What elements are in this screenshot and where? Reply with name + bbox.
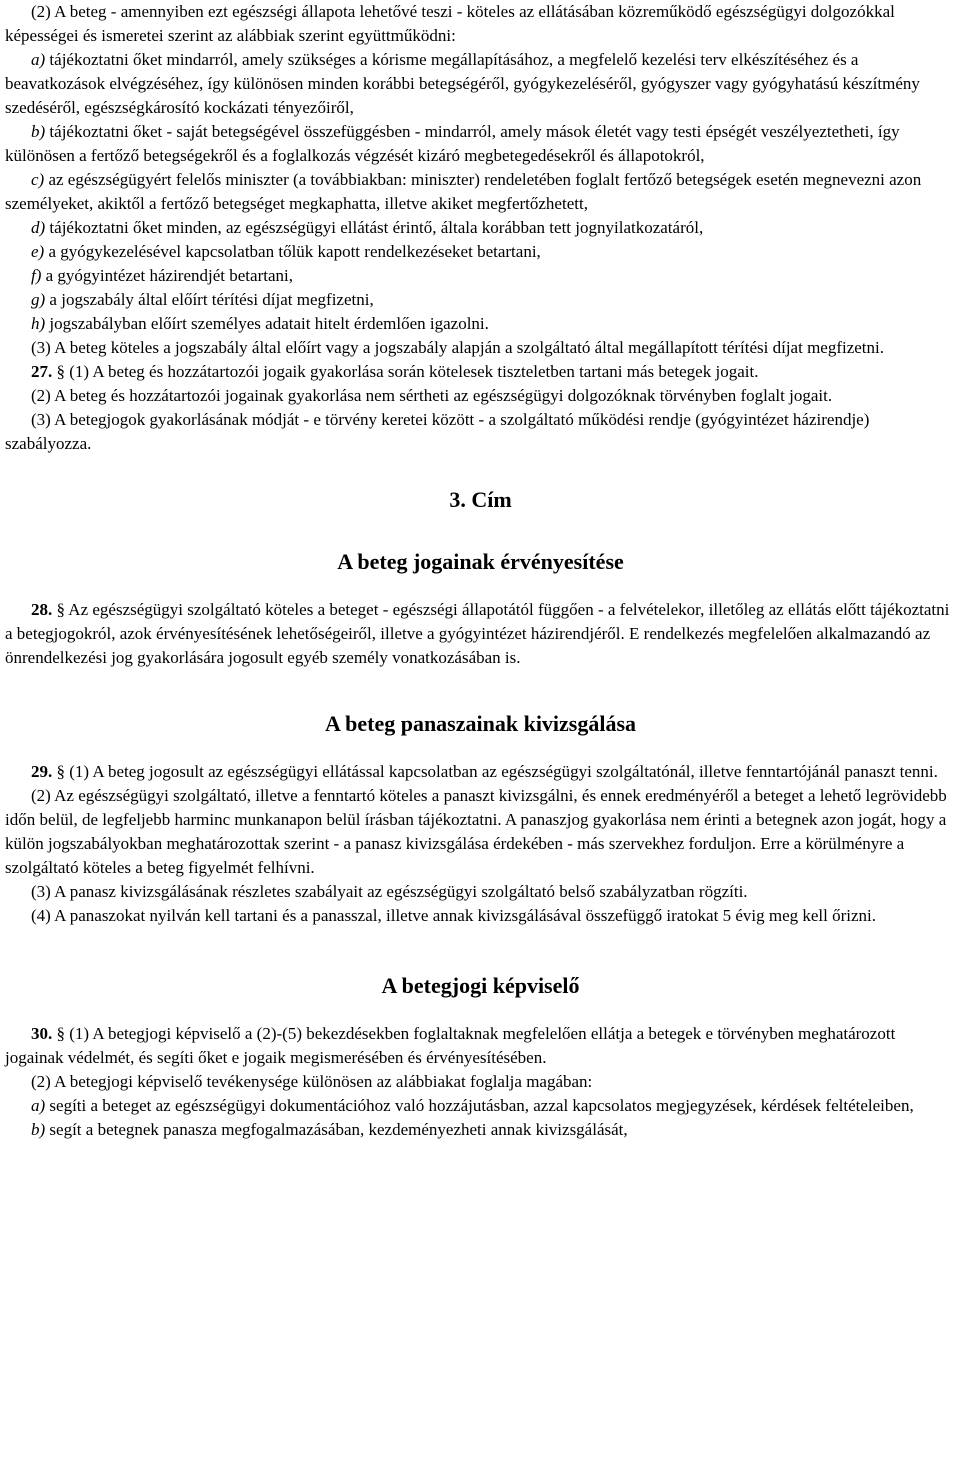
paragraph (5, 880, 956, 904)
paragraph-text: (2) A betegjogi képviselő tevékenysége különösen az alábbiakat foglalja magában: (31, 1072, 593, 1091)
paragraph-text: (3) A beteg köteles a jogszabály által előírt vagy a jogszabály alapján a szolgáltató által megállapított térítési díjat megfizetni. (31, 338, 885, 357)
paragraph (5, 264, 956, 288)
list-marker: e) (31, 242, 45, 261)
paragraph (5, 0, 956, 48)
paragraph-text: (2) Az egészségügyi szolgáltató, illetve a fenntartó köteles a panaszt kivizsgálni, és ennek eredményéről a beteget a lehető legrövidebb időn belül, de legfeljebb harminc munkanapon belül írásban tájékoztatni. A panaszjog gyakorlása nem érinti a betegnek azon jogát, hogy a külön jogszabályokban meghatározottak szerint - a panasz kivizsgálása érdekében - más szervekhez forduljon. Erre a körülményre a szolgáltató köteles a beteg figyelmét felhívni. (5, 786, 947, 877)
list-marker: a) (31, 50, 46, 69)
paragraph (5, 1070, 956, 1094)
paragraph (5, 598, 956, 670)
paragraph-text: tájékoztatni őket - saját betegségével összefüggésben - mindarról, amely mások életét vagy testi épségét veszélyeztetheti, így különösen a fertőző betegségekről és a foglalkozás végzését kizáró megbetegedésekről és állapotokról, (5, 122, 900, 165)
paragraph (5, 168, 956, 216)
paragraph (5, 1094, 956, 1118)
list-marker: c) (31, 170, 45, 189)
paragraph (5, 1022, 956, 1070)
section-heading: A beteg jogainak érvényesítése (337, 549, 624, 574)
section-heading: A beteg panaszainak kivizsgálása (324, 711, 637, 736)
paragraph (5, 120, 956, 168)
paragraph (5, 312, 956, 336)
paragraph-text: (4) A panaszokat nyilván kell tartani és a panasszal, illetve annak kivizsgálásával összefüggő iratokat 5 évig meg kell őrizni. (31, 906, 877, 925)
section-number: 27. (31, 362, 53, 381)
section-number: 28. (31, 600, 53, 619)
paragraph (5, 336, 956, 360)
section-number: 30. (31, 1024, 53, 1043)
paragraph (5, 216, 956, 240)
list-marker: h) (31, 314, 46, 333)
paragraph-text: tájékoztatni őket mindarról, amely szükséges a kórisme megállapításához, a megfelelő kezelési terv elkészítéséhez és a beavatkozások elvégzéséhez, így különösen minden korábbi betegségéről, gyógykezeléséről, gyógyszer vagy gyógyhatású készítmény szedéséről, egészségkárosító kockázati tényezőiről, (5, 50, 920, 117)
paragraph-text: (2) A beteg és hozzátartozói jogainak gyakorlása nem sértheti az egészségügyi dolgozóknak törvényben foglalt jogait. (31, 386, 833, 405)
paragraph (5, 240, 956, 264)
paragraph-text: (3) A betegjogok gyakorlásának módját - e törvény keretei között - a szolgáltató működési rendje (gyógyintézet házirendje) szabályozza. (5, 410, 870, 453)
paragraph-text: a gyógyintézet házirendjét betartani, (41, 266, 293, 285)
section-number: 29. (31, 762, 53, 781)
list-marker: b) (31, 1120, 46, 1139)
paragraph-text: a jogszabály által előírt térítési díjat megfizetni, (45, 290, 374, 309)
paragraph (5, 1118, 956, 1142)
paragraph-text: jogszabályban előírt személyes adatait hitelt érdemlően igazolni. (45, 314, 489, 333)
paragraph-text: § (1) A beteg jogosult az egészségügyi ellátással kapcsolatban az egészségügyi szolgáltatónál, illetve fenntartójánál panaszt tenni. (52, 762, 938, 781)
paragraph (5, 384, 956, 408)
paragraph-text: a gyógykezelésével kapcsolatban tőlük kapott rendelkezéseket betartani, (44, 242, 541, 261)
paragraph-text: (2) A beteg - amennyiben ezt egészségi állapota lehetővé teszi - köteles az ellátásában közreműködő egészségügyi dolgozókkal képességei és ismeretei szerint az alábbiak szerint együttműködni: (5, 2, 895, 45)
paragraph-text: (3) A panasz kivizsgálásának részletes szabályait az egészségügyi szolgáltató belső szabályzatban rögzíti. (31, 882, 748, 901)
paragraph-text: segít a betegnek panasza megfogalmazásában, kezdeményezheti annak kivizsgálását, (45, 1120, 628, 1139)
paragraph-text: § (1) A beteg és hozzátartozói jogaik gyakorlása során kötelesek tiszteletben tartani más betegek jogait. (52, 362, 759, 381)
list-marker: f) (31, 266, 42, 285)
paragraph-text: segíti a beteget az egészségügyi dokumentációhoz való hozzájutásban, azzal kapcsolatos megjegyzések, kérdések feltételeiben, (45, 1096, 914, 1115)
paragraph (5, 48, 956, 120)
paragraph (5, 288, 956, 312)
paragraph (5, 408, 956, 456)
paragraph (5, 784, 956, 880)
list-marker: g) (31, 290, 46, 309)
paragraph-text: tájékoztatni őket minden, az egészségügyi ellátást érintő, általa korábban tett jognyilatkozatáról, (45, 218, 704, 237)
paragraph-text: § Az egészségügyi szolgáltató köteles a beteget - egészségi állapotától függően - a felvételekor, illetőleg az ellátás előtt tájékoztatni a betegjogokról, azok érvényesítésének lehetőségeiről, illetve a gyógyintézet házirendjéről. E rendelkezés megfelelően alkalmazandó az önrendelkezési jog gyakorlására jogosult egyéb személy vonatkozásában is. (5, 600, 950, 667)
list-marker: a) (31, 1096, 46, 1115)
list-marker: b) (31, 122, 46, 141)
list-marker: d) (31, 218, 46, 237)
paragraph-text: § (1) A betegjogi képviselő a (2)-(5) bekezdésekben foglaltaknak megfelelően ellátja a betegek e törvényben meghatározott jogainak védelmét, és segíti őket e jogaik megismerésében és érvényesítésében. (5, 1024, 896, 1067)
section-heading: A betegjogi képviselő (381, 973, 580, 998)
paragraph (5, 904, 956, 928)
paragraph-text: az egészségügyért felelős miniszter (a továbbiakban: miniszter) rendeletében foglalt fertőző betegségek esetén megnevezni azon személyeket, akiktől a fertőző betegséget megkaphatta, illetve akiket megfertőzhetett, (5, 170, 922, 213)
paragraph (5, 360, 956, 384)
section-heading: 3. Cím (449, 487, 512, 512)
paragraph (5, 760, 956, 784)
